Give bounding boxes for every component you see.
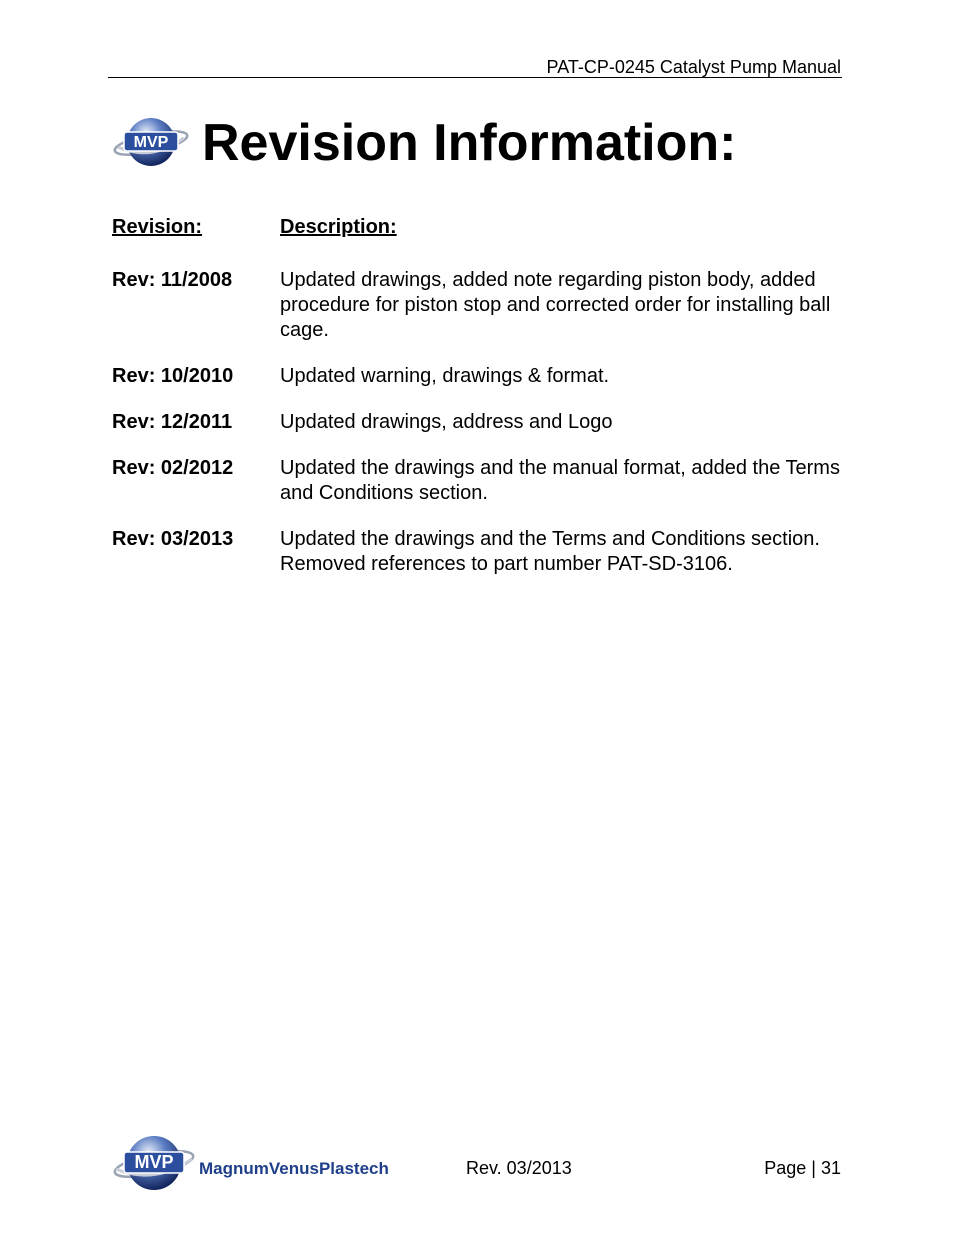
- revision-cell: Rev: 02/2012: [112, 457, 234, 479]
- page-number: Page | 31: [764, 1158, 841, 1178]
- revision-cell: Rev: 10/2010: [112, 365, 234, 387]
- description-column-header: Description:: [280, 216, 397, 238]
- description-cell: Updated warning, drawings & format.: [280, 365, 610, 387]
- revision-cell: Rev: 11/2008: [112, 269, 233, 291]
- company-name: MagnumVenusPlastech: [199, 1159, 389, 1178]
- header-rule: [108, 77, 842, 78]
- table-row: [112, 456, 842, 506]
- table-header-row: [112, 215, 842, 240]
- description-cell: Updated the drawings and the Terms and Conditions section. Removed references to part number PAT-SD-3106.: [280, 528, 820, 575]
- description-cell: Updated drawings, added note regarding piston body, added procedure for piston stop and corrected order for installing ball cage.: [280, 269, 831, 341]
- company-logo-icon: [112, 1133, 402, 1193]
- title-logo-text: MVP: [133, 134, 169, 151]
- footer-logo-text: MVP: [134, 1152, 174, 1172]
- table-row: [112, 410, 842, 435]
- revision-cell: Rev: 12/2011: [112, 411, 233, 433]
- footer-revision: Rev. 03/2013: [466, 1158, 572, 1178]
- table-row: [112, 527, 842, 577]
- table-row: [112, 364, 842, 389]
- revision-column-header: Revision:: [112, 216, 203, 238]
- page-title: Revision Information:: [202, 114, 737, 172]
- running-header: PAT-CP-0245 Catalyst Pump Manual: [546, 57, 841, 77]
- revision-table: [112, 215, 842, 577]
- description-cell: Updated drawings, address and Logo: [280, 411, 613, 433]
- revision-cell: Rev: 03/2013: [112, 528, 234, 550]
- description-cell: Updated the drawings and the manual format, added the Terms and Conditions section.: [280, 457, 840, 504]
- table-row: [112, 268, 842, 343]
- mvp-logo-icon: [112, 114, 190, 170]
